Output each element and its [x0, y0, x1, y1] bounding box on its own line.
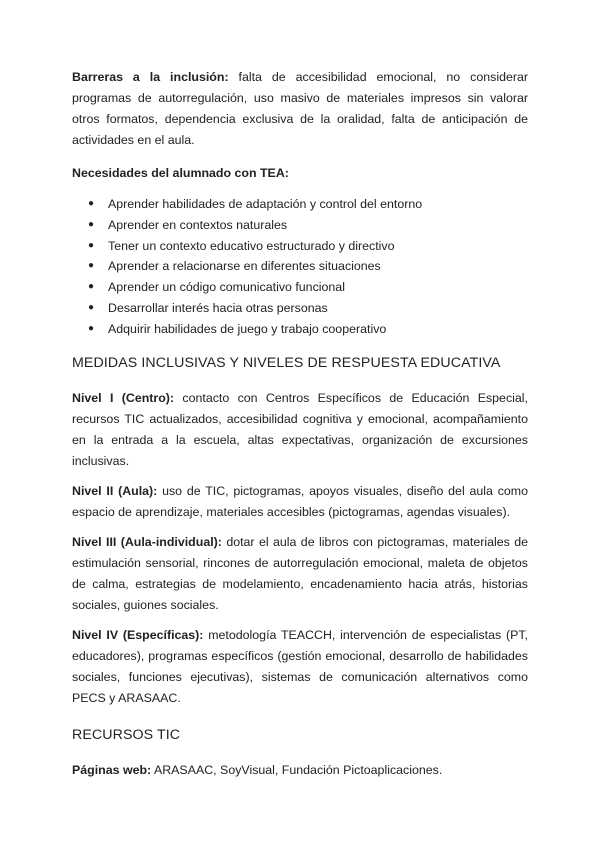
level-2-text: uso de TIC, pictogramas, apoyos visuales, diseño del aula como espacio de aprendizaje, materiales accesibles (pictogramas, agendas visuales). — [72, 483, 528, 519]
bullet-icon: ● — [88, 239, 95, 251]
bullet-icon: ● — [88, 322, 95, 334]
level-1-paragraph — [72, 388, 528, 472]
list-item — [72, 319, 528, 340]
measures-heading: MEDIDAS INCLUSIVAS Y NIVELES DE RESPUESTA EDUCATIVA — [72, 354, 501, 371]
level-3-label: Nivel III (Aula-individual): — [72, 534, 222, 549]
needs-title — [72, 163, 528, 184]
list-item-text: Aprender a relacionarse en diferentes situaciones — [108, 259, 381, 274]
level-3-paragraph — [72, 532, 528, 616]
bullet-icon: ● — [88, 198, 95, 209]
level-3-text: dotar el aula de libros con pictogramas, materiales de estimulación sensorial, rincones de autorregulación emocional, maleta de objetos de calma, estrategias de modelamiento, encadenamiento hacia atrás, historias sociales, guiones sociales. — [72, 534, 528, 612]
level-4-text: metodología TEACCH, intervención de especialistas (PT, educadores), programas específicos (gestión emocional, desarrollo de habilidades sociales, funciones ejecutivas), sistemas de comunicación alternativos como PECS y ARASAAC. — [72, 627, 528, 705]
level-2-label: Nivel II (Aula): — [72, 483, 158, 498]
bullet-icon: ● — [88, 301, 95, 313]
list-item-text: Desarrollar interés hacia otras personas — [108, 300, 328, 315]
list-item-text: Adquirir habilidades de juego y trabajo cooperativo — [108, 321, 387, 336]
list-item — [72, 256, 528, 277]
resources-web-text: ARASAAC, SoyVisual, Fundación Pictoaplicaciones. — [151, 762, 443, 777]
bullet-icon: ● — [88, 281, 95, 293]
list-item — [72, 215, 528, 236]
level-4-label: Nivel IV (Específicas): — [72, 627, 204, 642]
list-item — [72, 194, 528, 215]
list-item-text: Tener un contexto educativo estructurado y directivo — [108, 238, 395, 253]
needs-title-text: Necesidades del alumnado con TEA: — [72, 166, 289, 180]
resources-heading: RECURSOS TIC — [72, 726, 181, 743]
level-1-text: contacto con Centros Específicos de Educación Especial, recursos TIC actualizados, accesibilidad cognitiva y emocional, acompañamiento en la entrada a la escuela, altas expectativas, organización de excursiones inclusivas. — [72, 390, 528, 468]
level-2-paragraph — [72, 481, 528, 523]
barriers-label: Barreras a la inclusión: — [72, 70, 229, 84]
bullet-icon: ● — [88, 218, 95, 230]
bullet-icon: ● — [88, 260, 95, 272]
list-item — [72, 298, 528, 319]
list-item-text: Aprender en contextos naturales — [108, 217, 288, 232]
needs-list — [72, 194, 528, 340]
barriers-text: falta de accesibilidad emocional, no considerar programas de autorregulación, uso masivo de materiales impresos sin valorar otros formatos, dependencia exclusiva de la oralidad, falta de anticipación de actividades en el aula. — [72, 70, 528, 147]
list-item-text: Aprender un código comunicativo funcional — [108, 280, 345, 295]
list-item — [72, 277, 528, 298]
resources-paragraph — [72, 760, 528, 781]
barriers-paragraph — [72, 67, 528, 151]
resources-web-label: Páginas web: — [72, 762, 152, 777]
list-item-text: Aprender habilidades de adaptación y control del entorno — [108, 197, 423, 211]
level-1-label: Nivel I (Centro): — [72, 390, 175, 405]
list-item — [72, 236, 528, 257]
level-4-paragraph — [72, 625, 528, 709]
